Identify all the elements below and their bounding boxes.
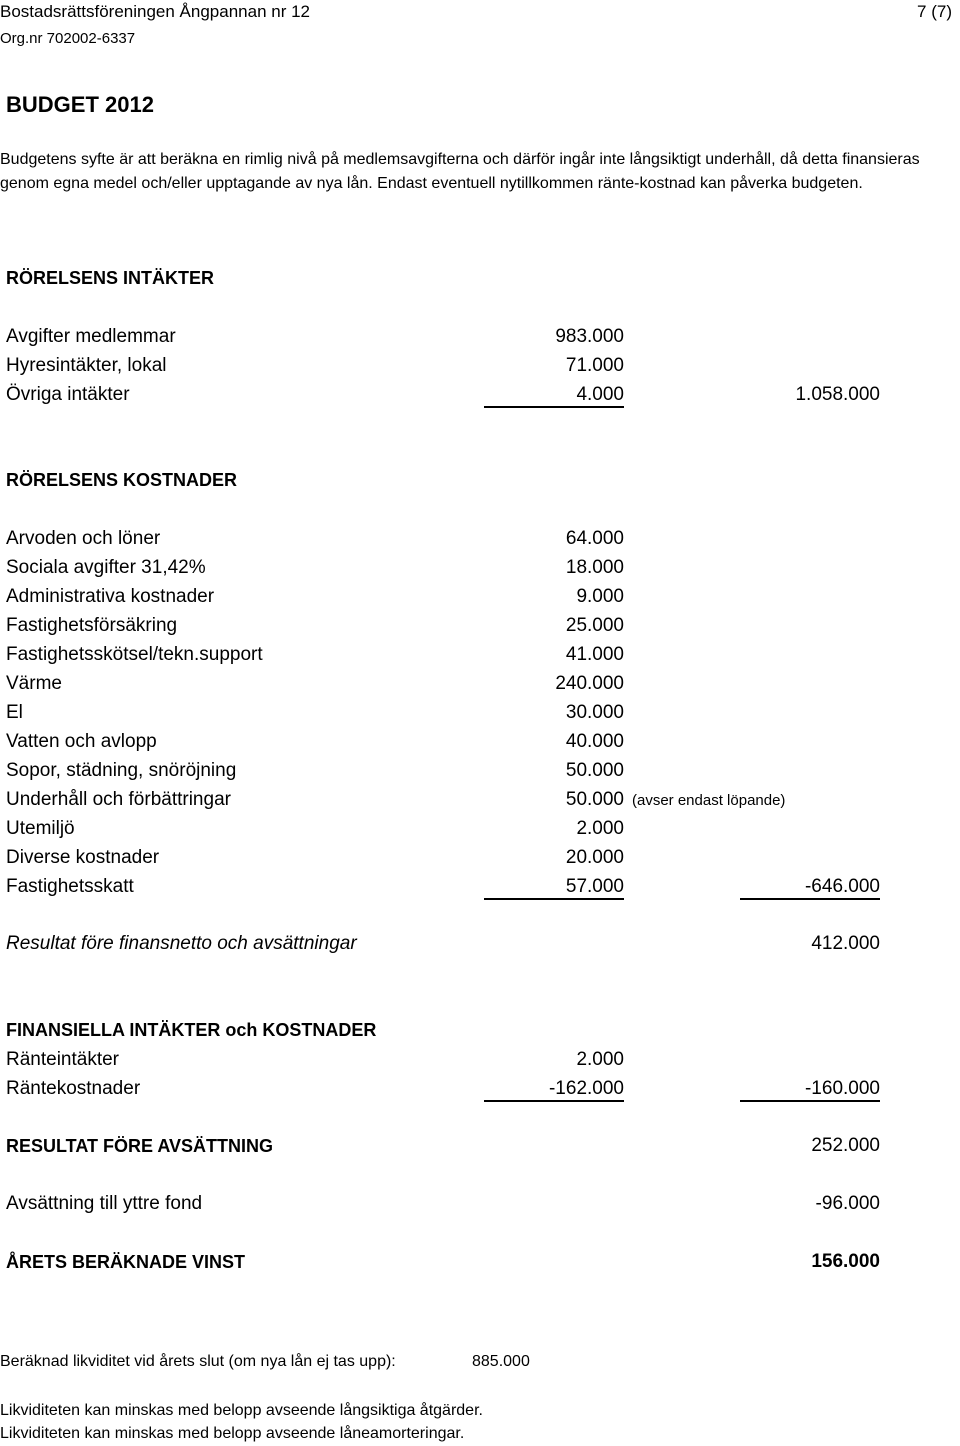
cost-amount: 30.000 — [565, 702, 624, 723]
cost-amount: 57.000 — [484, 876, 624, 900]
org-name: Bostadsrättsföreningen Ångpannan nr 12 — [0, 2, 311, 21]
income-label: Avgifter medlemmar — [6, 326, 176, 347]
cost-amount: 41.000 — [565, 644, 624, 665]
profit-label: ÅRETS BERÄKNADE VINST — [6, 1252, 246, 1272]
cost-label: Arvoden och löner — [6, 528, 161, 549]
cost-label: Underhåll och förbättringar — [6, 789, 231, 810]
costs-heading: RÖRELSENS KOSTNADER — [6, 470, 238, 490]
result-before-total: 412.000 — [811, 933, 880, 954]
cost-label: Sociala avgifter 31,42% — [6, 557, 206, 578]
income-heading: RÖRELSENS INTÄKTER — [6, 268, 215, 288]
financial-heading: FINANSIELLA INTÄKTER och KOSTNADER — [6, 1020, 377, 1040]
cost-label: Utemiljö — [6, 818, 75, 839]
result-allocation-label: RESULTAT FÖRE AVSÄTTNING — [6, 1136, 273, 1156]
cost-amount: 2.000 — [576, 818, 624, 839]
cost-amount: 64.000 — [565, 528, 624, 549]
cost-amount: 9.000 — [576, 586, 624, 607]
financial-label: Räntekostnader — [6, 1078, 141, 1099]
cost-label: Fastighetsskatt — [6, 876, 134, 897]
income-total: 1.058.000 — [795, 384, 880, 405]
org-number: Org.nr 702002-6337 — [0, 30, 136, 47]
income-amount: 71.000 — [565, 355, 624, 376]
result-allocation-total: 252.000 — [811, 1135, 880, 1156]
cost-note: (avser endast löpande) — [632, 792, 786, 809]
cost-label: Administrativa kostnader — [6, 586, 215, 607]
allocation-total: -96.000 — [815, 1193, 880, 1214]
page-number: 7 (7) — [917, 2, 952, 21]
cost-amount: 40.000 — [565, 731, 624, 752]
allocation-label: Avsättning till yttre fond — [6, 1193, 203, 1214]
footer-line-2: Likviditeten kan minskas med belopp avseende låneamorteringar. — [0, 1425, 465, 1442]
liquidity-label: Beräknad likviditet vid årets slut (om nya lån ej tas upp): — [0, 1353, 396, 1370]
cost-label: Fastighetsskötsel/tekn.support — [6, 644, 263, 665]
cost-amount: 25.000 — [565, 615, 624, 636]
cost-amount: 50.000 — [565, 789, 624, 810]
costs-total: -646.000 — [740, 876, 880, 900]
liquidity-value: 885.000 — [472, 1353, 530, 1370]
financial-total: -160.000 — [740, 1078, 880, 1102]
financial-label: Ränteintäkter — [6, 1049, 120, 1070]
cost-amount: 20.000 — [565, 847, 624, 868]
page-title: BUDGET 2012 — [6, 92, 154, 117]
financial-amount: -162.000 — [484, 1078, 624, 1102]
cost-amount: 18.000 — [565, 557, 624, 578]
cost-label: Vatten och avlopp — [6, 731, 157, 752]
cost-label: Värme — [6, 673, 62, 694]
cost-label: Sopor, städning, snöröjning — [6, 760, 237, 781]
cost-label: Fastighetsförsäkring — [6, 615, 178, 636]
income-label: Hyresintäkter, lokal — [6, 355, 167, 376]
cost-label: Diverse kostnader — [6, 847, 160, 868]
footer-line-1: Likviditeten kan minskas med belopp avseende långsiktiga åtgärder. — [0, 1402, 483, 1419]
profit-total: 156.000 — [811, 1251, 880, 1272]
intro-paragraph: Budgetens syfte är att beräkna en rimlig nivå på medlemsavgifterna och därför ingår inte långsiktigt underhåll, då detta finansieras genom egna medel och/eller upptagande av nya lån. Endast eventuell nytillkommen ränte-kostnad kan påverka budgeten. — [0, 151, 920, 192]
result-before-label: Resultat före finansnetto och avsättningar — [6, 933, 357, 954]
cost-amount: 50.000 — [565, 760, 624, 781]
income-amount: 4.000 — [484, 384, 624, 408]
cost-label: El — [6, 702, 23, 723]
cost-amount: 240.000 — [555, 673, 624, 694]
financial-amount: 2.000 — [576, 1049, 624, 1070]
income-label: Övriga intäkter — [6, 384, 130, 405]
income-amount: 983.000 — [555, 326, 624, 347]
